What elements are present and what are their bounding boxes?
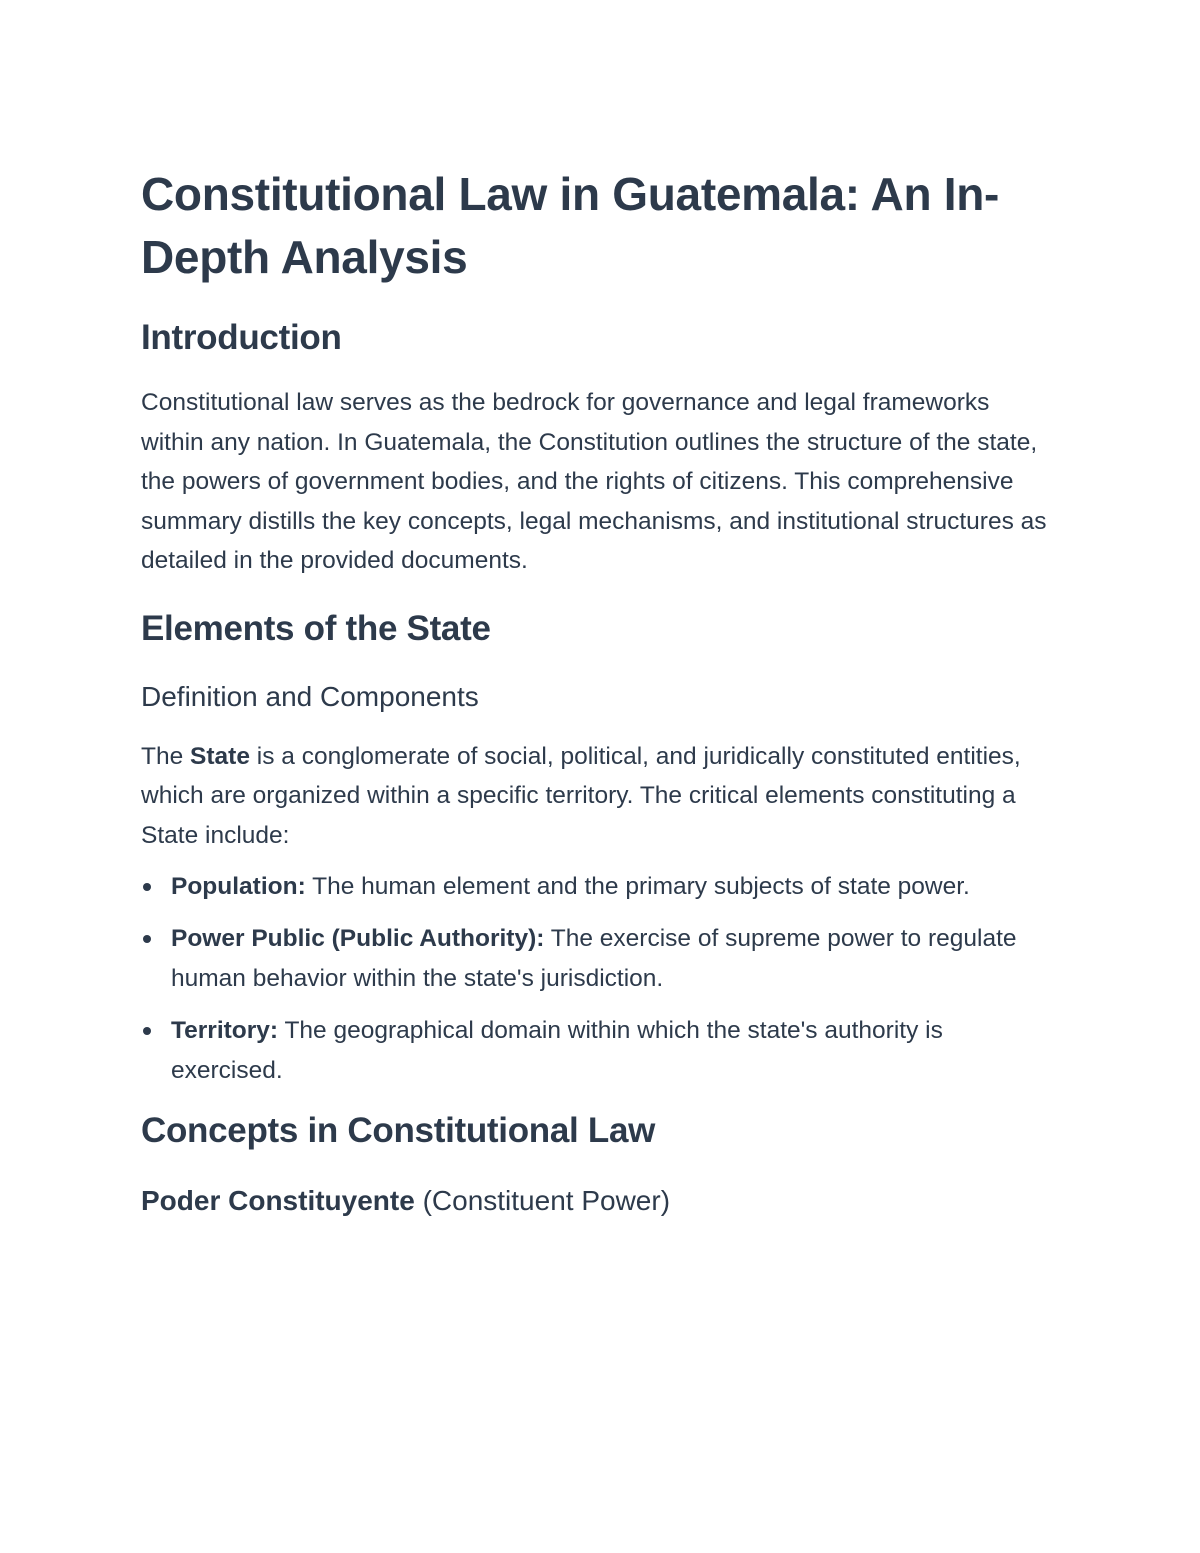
bullet-icon — [143, 883, 151, 891]
list-item-term: Power Public (Public Authority): — [171, 925, 545, 952]
subheading-definition-and-components: Definition and Components — [141, 680, 479, 712]
document-title: Constitutional Law in Guatemala: An In-Depth Analysis — [141, 168, 1000, 283]
subheading-poder-constituyente — [141, 1183, 1056, 1219]
state-term: State — [190, 742, 250, 770]
subheading-translation: (Constituent Power) — [414, 1185, 671, 1216]
list-item-text: The human element and the primary subjects of state power. — [305, 873, 970, 900]
state-paragraph-suffix: is a conglomerate of social, political, and juridically constituted entities, which are organized within a specific territory. The critical elements constituting a State include: — [141, 742, 1021, 849]
bullet-icon — [143, 1027, 151, 1035]
list-item-text: The geographical domain within which the state's authority is exercised. — [171, 1017, 943, 1084]
bullet-icon — [143, 935, 151, 943]
list-item — [141, 1011, 1056, 1091]
list-item-term: Population: — [171, 873, 306, 900]
subheading-bold-term: Poder Constituyente — [141, 1185, 415, 1216]
list-item — [141, 867, 1056, 907]
state-definition-paragraph — [141, 737, 1056, 856]
state-elements-list — [141, 867, 1056, 1091]
list-item-term: Territory: — [171, 1017, 279, 1044]
section-heading-elements-of-the-state: Elements of the State — [141, 608, 491, 648]
section-heading-introduction: Introduction — [141, 318, 342, 357]
document-page — [141, 163, 1056, 1219]
introduction-paragraph: Constitutional law serves as the bedrock for governance and legal frameworks within any nation. In Guatemala, the Constitution outlines the structure of the state, the powers of government bodies, and the rights of citizens. This comprehensive summary distills the key concepts, legal mechanisms, and institutional structures as detailed in the provided documents. — [141, 389, 1047, 574]
state-paragraph-prefix: The — [141, 742, 191, 770]
list-item — [141, 919, 1056, 999]
list-item-text: The exercise of supreme power to regulate human behavior within the state's jurisdiction. — [171, 925, 1017, 992]
section-heading-concepts-in-constitutional-law: Concepts in Constitutional Law — [141, 1111, 656, 1150]
